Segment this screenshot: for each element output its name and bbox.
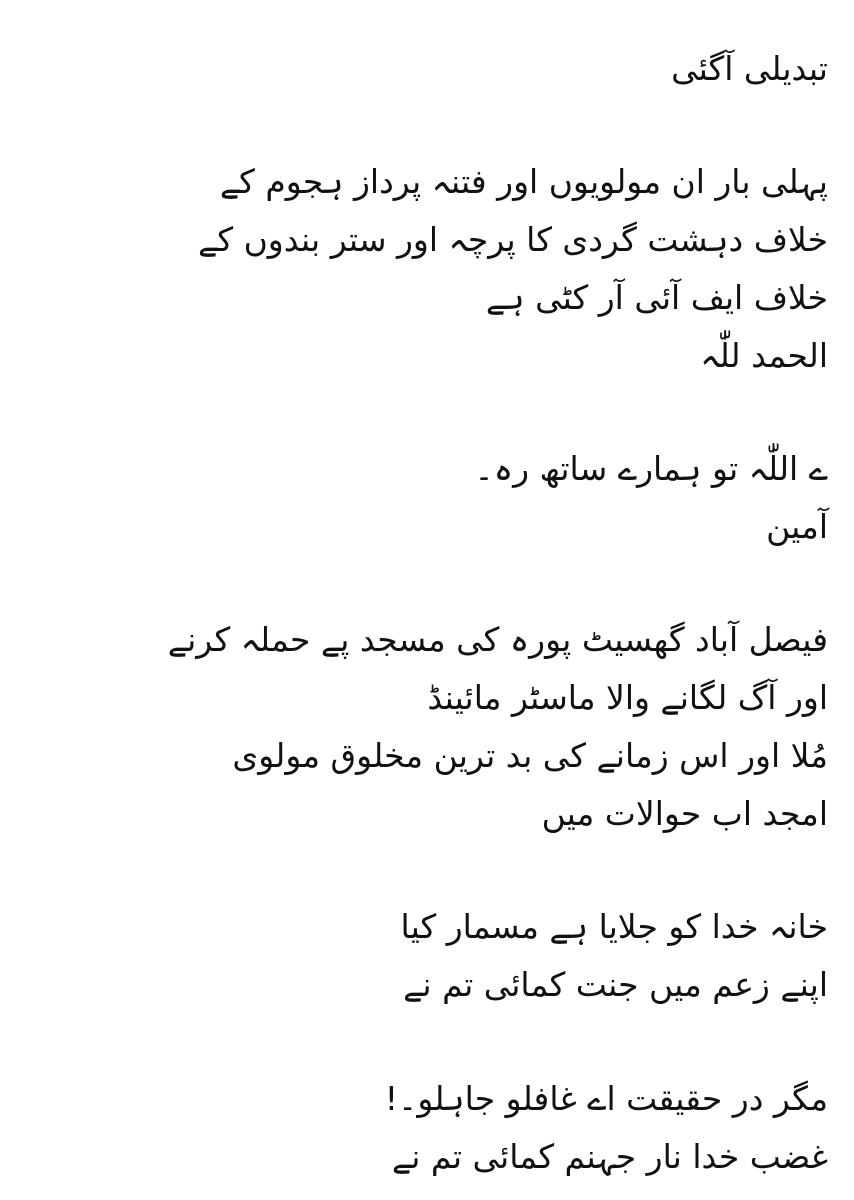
text-line: آمین [766,507,828,546]
text-line: مُلا اور اس زمانے کی بد ترین مخلوق مولوی [232,736,828,775]
text-line: اور آگ لگانے والا ماسٹر مائینڈ [427,678,828,717]
text-line: ے اللّٰہ تو ہمارے ساتھ رہ۔ [474,449,828,488]
text-line: پہلی بار ان مولویوں اور فتنہ پرداز ہجوم کے [219,162,828,201]
post-title: تبدیلی آگئی [671,49,828,88]
paragraph-gap [38,556,828,611]
text-line: غضب خدا نار جہنم کمائی تم نے [391,1137,828,1176]
text-line: مگر در حقیقت اے غافلو جاہلو۔! [384,1079,828,1118]
text-line: فیصل آباد گھسیٹ پورہ کی مسجد پے حملہ کرنے [167,620,828,659]
text-line: امجد اب حوالات میں [541,794,828,833]
paragraph-gap [38,843,828,898]
urdu-post-text [38,40,828,1186]
text-line: الحمد للّٰہ [700,336,828,375]
text-line: اپنے زعم میں جنت کمائی تم نے [403,965,828,1004]
text-line: خلاف ایف آئی آر کٹی ہے [485,278,828,317]
paragraph-gap [38,385,828,440]
paragraph-gap [38,98,828,153]
text-line: خلاف دہشت گردی کا پرچہ اور ستر بندوں کے [198,220,828,259]
text-line: خانہ خدا کو جلایا ہے مسمار کیا [400,907,828,946]
paragraph-gap [38,1014,828,1070]
